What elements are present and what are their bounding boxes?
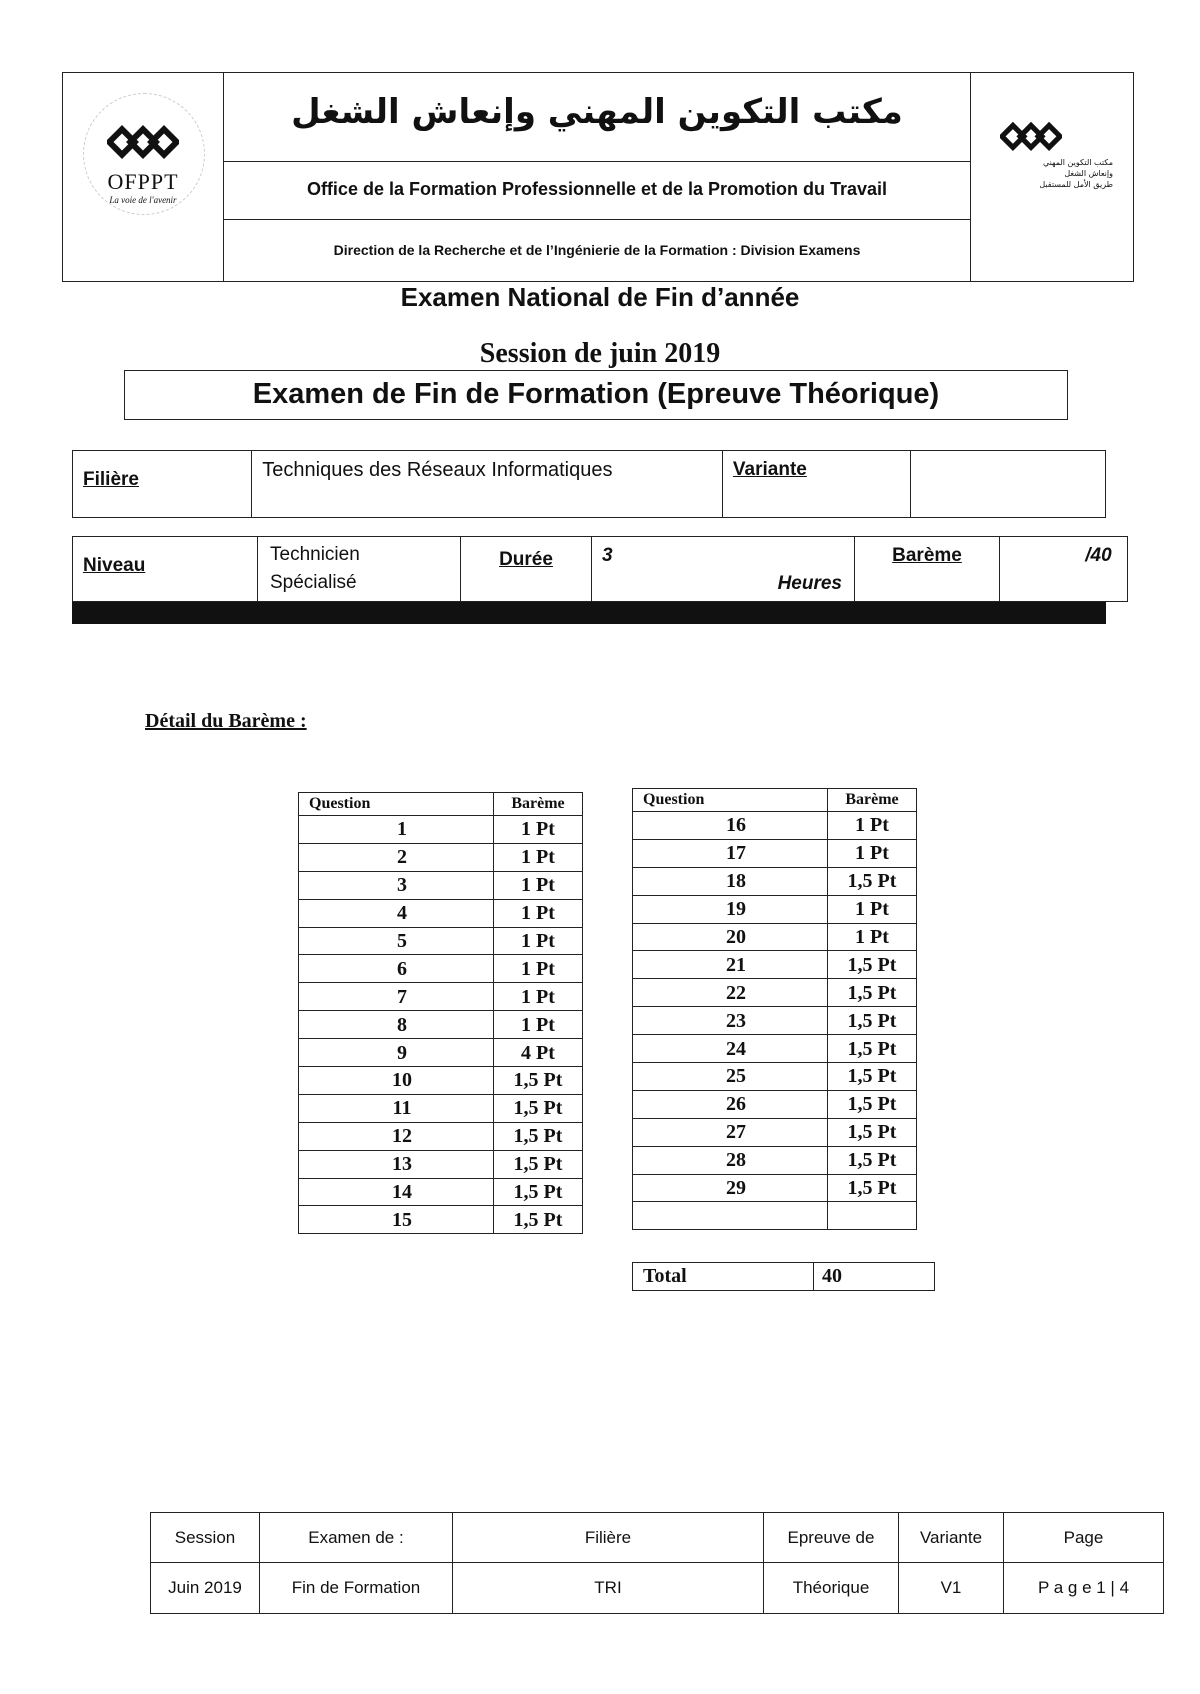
direction-name: Direction de la Recherche et de l’Ingénierie de la Formation : Division Examens xyxy=(333,242,861,258)
footer-variante: V1 xyxy=(899,1563,1004,1614)
table-row: 28 1,5 Pt xyxy=(633,1146,917,1174)
col-bareme-header: Barème xyxy=(828,789,917,812)
bareme-value: /40 xyxy=(1085,545,1112,566)
table-row: 19 1 Pt xyxy=(633,895,917,923)
direction-row xyxy=(223,219,971,283)
total-value: 40 xyxy=(814,1263,935,1291)
table-row: 16 1 Pt xyxy=(633,812,917,840)
duree-unit: Heures xyxy=(777,573,842,594)
office-row xyxy=(223,161,971,220)
ofppt-emblem-icon xyxy=(107,125,179,165)
right-logo-arabic-3: طريق الأمل للمستقبل xyxy=(1039,180,1113,189)
col-question-header: Question xyxy=(299,793,494,816)
ofppt-logo-right xyxy=(970,73,1133,281)
footer-header-filiere: Filière xyxy=(453,1513,764,1563)
filiere-value: Techniques des Réseaux Informatiques xyxy=(262,459,613,481)
table-row: 5 1 Pt xyxy=(299,927,583,955)
bareme-table-left xyxy=(298,792,583,1234)
footer-page: P a g e 1 | 4 xyxy=(1004,1563,1164,1614)
table-row: 11 1,5 Pt xyxy=(299,1094,583,1122)
niveau-value-1: Technicien xyxy=(270,544,360,565)
bareme-label: Barème xyxy=(892,545,962,566)
niveau-label: Niveau xyxy=(83,555,146,576)
right-logo-arabic-2: وإنعاش الشغل xyxy=(1064,169,1113,178)
table-row: 7 1 Pt xyxy=(299,983,583,1011)
table-row: 22 1,5 Pt xyxy=(633,979,917,1007)
table-row: 23 1,5 Pt xyxy=(633,1007,917,1035)
total-label: Total xyxy=(633,1263,814,1291)
duree-label: Durée xyxy=(499,549,553,570)
footer-header-epreuve: Epreuve de xyxy=(764,1513,899,1563)
header-box xyxy=(62,72,1134,282)
exam-type-box xyxy=(124,370,1068,420)
footer-epreuve: Théorique xyxy=(764,1563,899,1614)
session-title: Session de juin 2019 xyxy=(479,338,721,369)
niveau-value-2: Spécialisé xyxy=(270,572,357,593)
table-row: 1 1 Pt xyxy=(299,816,583,844)
ofppt-emblem-right-icon xyxy=(1000,121,1062,157)
arabic-title-row xyxy=(223,73,971,162)
table-row: 6 1 Pt xyxy=(299,955,583,983)
duree-value: 3 xyxy=(602,545,613,566)
ofppt-logo-tagline: La voie de l'avenir xyxy=(109,195,177,205)
variante-label: Variante xyxy=(732,459,807,480)
filiere-label: Filière xyxy=(83,469,139,490)
footer-header-variante: Variante xyxy=(899,1513,1004,1563)
table-row: 24 1,5 Pt xyxy=(633,1035,917,1063)
table-row: 10 1,5 Pt xyxy=(299,1067,583,1095)
office-name: Office de la Formation Professionnelle et de la Promotion du Travail xyxy=(306,179,888,199)
table-row: 27 1,5 Pt xyxy=(633,1118,917,1146)
footer-table xyxy=(150,1512,1164,1614)
footer-examen: Fin de Formation xyxy=(260,1563,453,1614)
col-bareme-header: Barème xyxy=(494,793,583,816)
exam-type-title: Examen de Fin de Formation (Epreuve Théorique) xyxy=(252,378,940,410)
footer-session: Juin 2019 xyxy=(151,1563,260,1614)
ofppt-logo-name: OFPPT xyxy=(107,169,179,194)
col-question-header: Question xyxy=(633,789,828,812)
total-table xyxy=(632,1262,935,1291)
exam-national-title: Examen National de Fin d’année xyxy=(400,282,800,312)
footer-header-page: Page xyxy=(1004,1513,1164,1563)
ofppt-logo-left xyxy=(63,73,224,281)
footer-filiere: TRI xyxy=(453,1563,764,1614)
table-row: 3 1 Pt xyxy=(299,871,583,899)
filiere-table xyxy=(72,450,1106,518)
bareme-table-right xyxy=(632,788,917,1230)
table-row: 12 1,5 Pt xyxy=(299,1122,583,1150)
black-bar xyxy=(72,602,1106,624)
footer-header-examen: Examen de : xyxy=(260,1513,453,1563)
table-row: 14 1,5 Pt xyxy=(299,1178,583,1206)
table-row: 8 1 Pt xyxy=(299,1011,583,1039)
niveau-table xyxy=(72,536,1128,602)
table-row: 26 1,5 Pt xyxy=(633,1090,917,1118)
table-row: 17 1 Pt xyxy=(633,839,917,867)
table-row: 13 1,5 Pt xyxy=(299,1150,583,1178)
detail-heading: Détail du Barème : xyxy=(145,710,307,732)
table-row: 18 1,5 Pt xyxy=(633,867,917,895)
table-row xyxy=(633,1202,917,1230)
right-logo-arabic-1: مكتب التكوين المهني xyxy=(1042,158,1113,167)
table-row: 20 1 Pt xyxy=(633,923,917,951)
table-row: 4 1 Pt xyxy=(299,899,583,927)
table-row: 15 1,5 Pt xyxy=(299,1206,583,1234)
table-row: 21 1,5 Pt xyxy=(633,951,917,979)
arabic-title: مكتب التكوين المهني وإنعاش الشغل xyxy=(291,92,903,132)
table-row: 29 1,5 Pt xyxy=(633,1174,917,1202)
table-row: 9 4 Pt xyxy=(299,1039,583,1067)
table-row: 25 1,5 Pt xyxy=(633,1063,917,1091)
footer-header-session: Session xyxy=(151,1513,260,1563)
table-row: 2 1 Pt xyxy=(299,843,583,871)
